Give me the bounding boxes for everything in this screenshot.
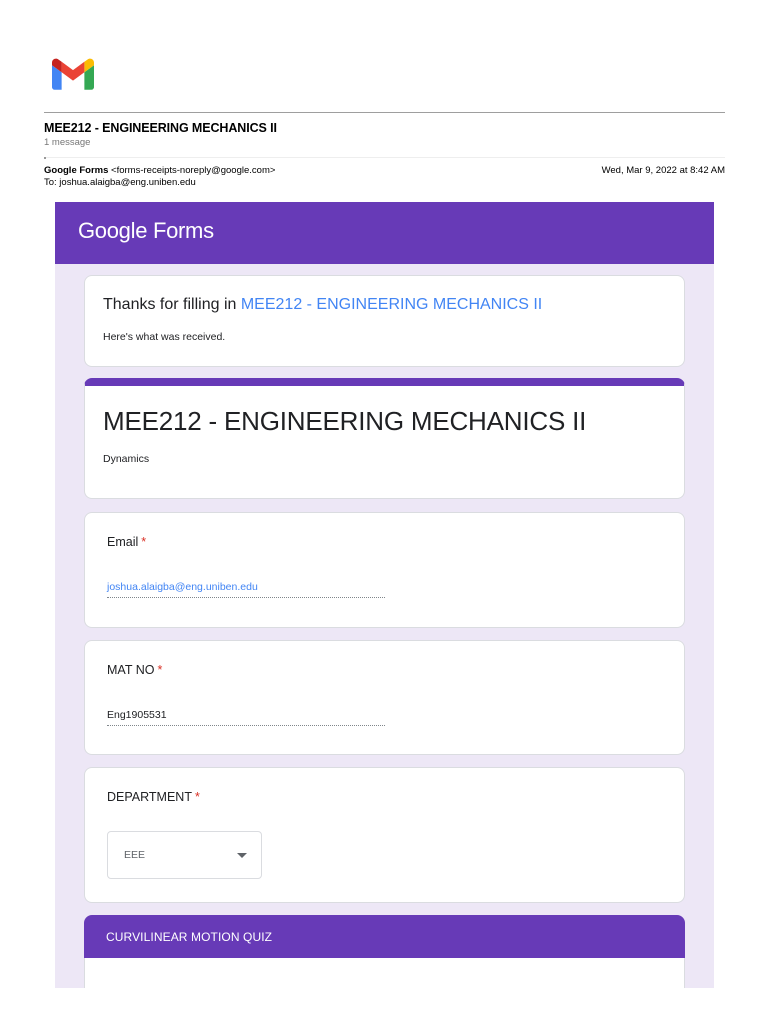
message-count: 1 message [44, 137, 91, 148]
chevron-down-icon [237, 853, 247, 858]
google-forms-brand: Google Forms [78, 218, 214, 243]
form-receipt [55, 202, 714, 988]
sender-name: Google Forms [44, 165, 109, 176]
thanks-prefix: Thanks for filling in [103, 296, 241, 313]
required-asterisk: * [157, 663, 163, 677]
mat-no-answer: Eng1905531 [107, 709, 385, 726]
email-subject: MEE212 - ENGINEERING MECHANICS II [44, 121, 277, 135]
subject-divider [44, 157, 725, 158]
email-date: Wed, Mar 9, 2022 at 8:42 AM [601, 165, 725, 176]
thanks-card [84, 275, 685, 367]
form-title-card [84, 378, 685, 499]
required-asterisk: * [141, 535, 147, 549]
thanks-line [103, 296, 542, 314]
email-answer[interactable]: joshua.alaigba@eng.uniben.edu [107, 581, 385, 598]
question-card-email [84, 512, 685, 628]
section-header [84, 915, 685, 958]
question-label [107, 790, 200, 804]
sender-address: <forms-receipts-noreply@google.com> [111, 165, 276, 176]
recipient-line: To: joshua.alaigba@eng.uniben.edu [44, 177, 196, 188]
department-select-value: EEE [124, 849, 146, 861]
question-label-text: MAT NO [107, 663, 155, 677]
form-header [55, 202, 714, 264]
required-asterisk: * [194, 790, 200, 804]
section-body [84, 958, 685, 988]
form-description: Dynamics [103, 453, 150, 465]
section-title: CURVILINEAR MOTION QUIZ [106, 930, 273, 944]
question-label-text: Email [107, 535, 139, 549]
form-title: MEE212 - ENGINEERING MECHANICS II [103, 406, 587, 436]
gmail-logo-icon [52, 58, 94, 90]
divider-dot [44, 157, 46, 159]
form-title-link[interactable]: MEE212 - ENGINEERING MECHANICS II [240, 296, 543, 313]
from-line [44, 165, 275, 176]
question-label [107, 535, 146, 549]
received-text: Here's what was received. [103, 331, 226, 343]
question-card-mat-no [84, 640, 685, 755]
question-label-text: DEPARTMENT [107, 790, 192, 804]
department-select[interactable] [107, 831, 262, 879]
header-divider [44, 112, 725, 113]
question-label [107, 663, 162, 677]
question-card-department [84, 767, 685, 903]
